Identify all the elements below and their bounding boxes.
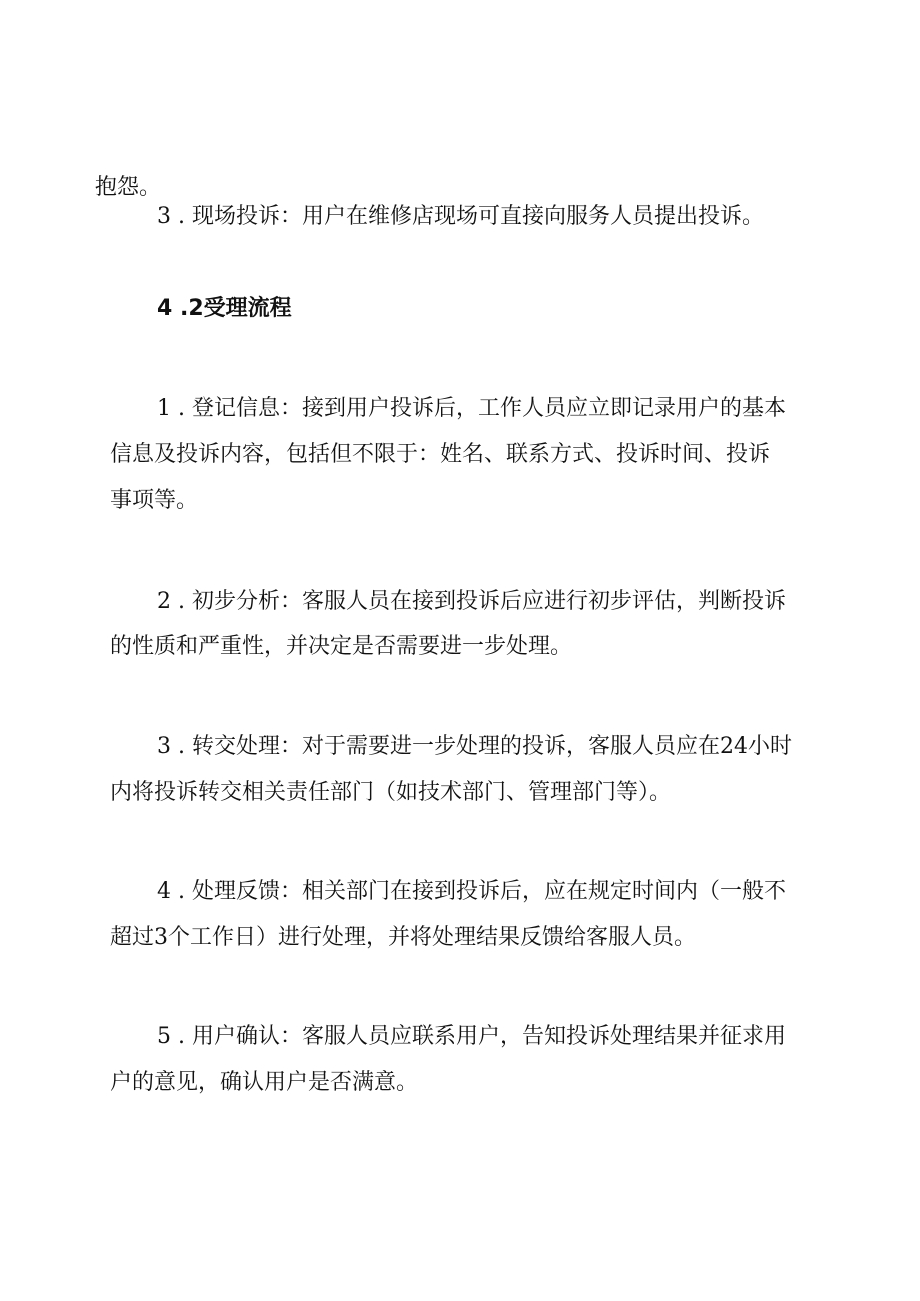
paragraph-line: 3 . 现场投诉：用户在维修店现场可直接向服务人员提出投诉。 [157,204,764,229]
list-item-line: 内将投诉转交相关责任部门（如技术部门、管理部门等）。 [110,780,672,805]
list-item-line: 超过3个工作日）进行处理，并将处理结果反馈给客服人员。 [110,925,696,950]
list-item-line: 2 . 初步分析：客服人员在接到投诉后应进行初步评估，判断投诉 [157,589,786,614]
list-item-line: 1 . 登记信息：接到用户投诉后，工作人员应立即记录用户的基本 [157,396,786,421]
list-item-line: 5 . 用户确认：客服人员应联系用户，告知投诉处理结果并征求用 [157,1024,786,1049]
list-item-line: 4 . 处理反馈：相关部门在接到投诉后，应在规定时间内（一般不 [157,879,786,904]
list-item-line: 3 . 转交处理：对于需要进一步处理的投诉，客服人员应在24小时 [157,734,792,759]
list-item-line: 的性质和严重性，并决定是否需要进一步处理。 [110,634,573,659]
section-heading: 4 .2受理流程 [157,296,292,321]
paragraph-line: 抱怨。 [95,175,162,200]
list-item-line: 信息及投诉内容，包括但不限于：姓名、联系方式、投诉时间、投诉 [110,442,771,467]
list-item-line: 户的意见，确认用户是否满意。 [110,1070,419,1095]
list-item-line: 事项等。 [110,488,199,513]
